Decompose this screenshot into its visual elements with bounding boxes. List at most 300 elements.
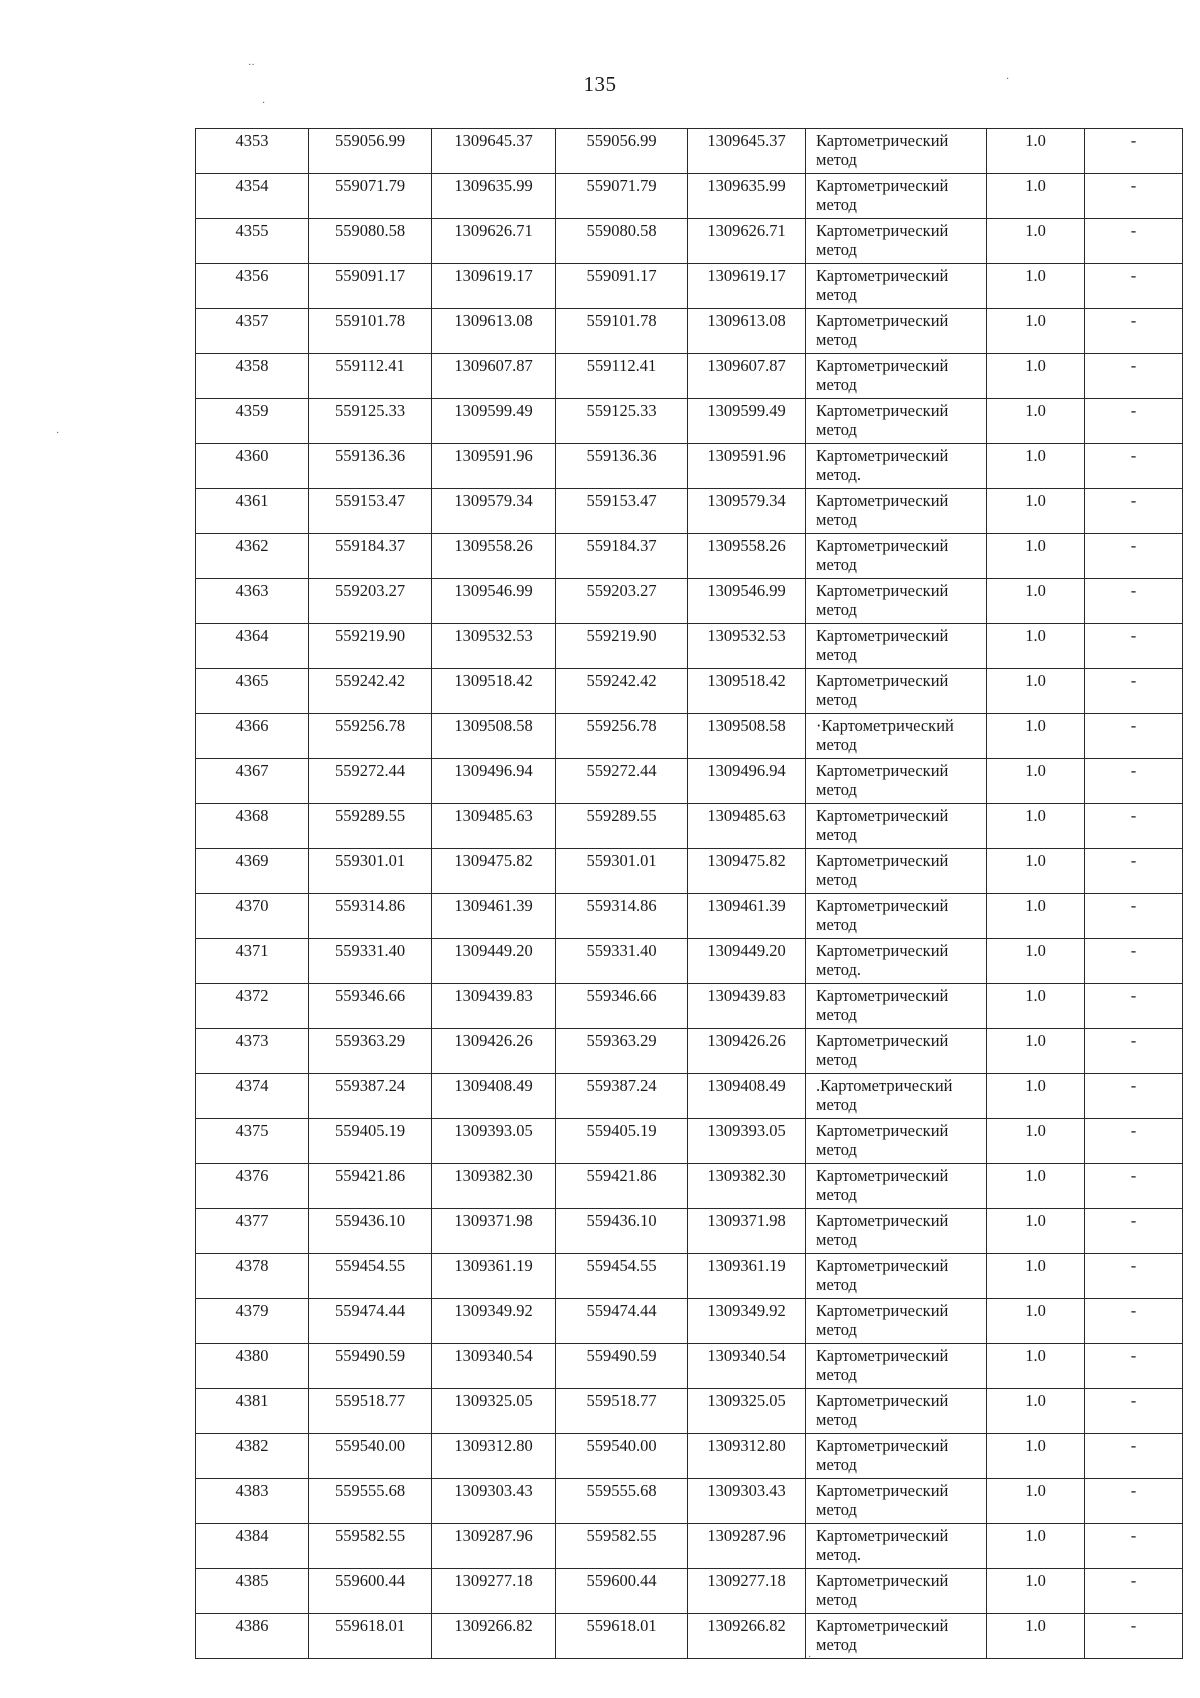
x-new-cell: 559301.01 (556, 849, 688, 894)
precision-cell: 1.0 (987, 489, 1085, 534)
x-new-cell: 559518.77 (556, 1389, 688, 1434)
y-existing-cell: 1309485.63 (432, 804, 556, 849)
x-new-cell: 559091.17 (556, 264, 688, 309)
point-number-cell: 4368 (196, 804, 309, 849)
point-number-cell: 4381 (196, 1389, 309, 1434)
method-line-2: метод (816, 1140, 857, 1159)
scan-speck: · (262, 98, 266, 109)
method-cell (806, 894, 987, 939)
method-line-1: Картометрический (816, 941, 949, 960)
note-cell: - (1085, 1164, 1183, 1209)
x-existing-cell: 559289.55 (309, 804, 432, 849)
y-existing-cell: 1309303.43 (432, 1479, 556, 1524)
x-existing-cell: 559331.40 (309, 939, 432, 984)
y-existing-cell: 1309579.34 (432, 489, 556, 534)
y-new-cell: 1309393.05 (688, 1119, 806, 1164)
table-row (196, 669, 1183, 714)
precision-cell: 1.0 (987, 1164, 1085, 1209)
y-existing-cell: 1309439.83 (432, 984, 556, 1029)
x-new-cell: 559272.44 (556, 759, 688, 804)
method-line-2: метод. (816, 465, 862, 484)
x-new-cell: 559112.41 (556, 354, 688, 399)
method-line-1: Картометрический (816, 986, 949, 1005)
precision-cell: 1.0 (987, 1524, 1085, 1569)
x-existing-cell: 559363.29 (309, 1029, 432, 1074)
method-line-1: Картометрический (816, 626, 949, 645)
method-line-1: Картометрический (816, 131, 949, 150)
point-number-cell: 4383 (196, 1479, 309, 1524)
table-body (196, 129, 1183, 1659)
y-existing-cell: 1309426.26 (432, 1029, 556, 1074)
note-cell: - (1085, 759, 1183, 804)
method-cell (806, 669, 987, 714)
table-row (196, 1254, 1183, 1299)
point-number-cell: 4353 (196, 129, 309, 174)
precision-cell: 1.0 (987, 669, 1085, 714)
method-line-2: метод (816, 1230, 857, 1249)
method-line-2: метод (816, 1365, 857, 1384)
x-existing-cell: 559203.27 (309, 579, 432, 624)
y-existing-cell: 1309546.99 (432, 579, 556, 624)
y-existing-cell: 1309277.18 (432, 1569, 556, 1614)
precision-cell: 1.0 (987, 1614, 1085, 1659)
y-new-cell: 1309626.71 (688, 219, 806, 264)
x-new-cell: 559219.90 (556, 624, 688, 669)
precision-cell: 1.0 (987, 984, 1085, 1029)
x-new-cell: 559387.24 (556, 1074, 688, 1119)
method-cell (806, 1344, 987, 1389)
table-row (196, 1074, 1183, 1119)
y-existing-cell: 1309607.87 (432, 354, 556, 399)
y-new-cell: 1309461.39 (688, 894, 806, 939)
y-new-cell: 1309619.17 (688, 264, 806, 309)
method-line-1: Картометрический (816, 1526, 949, 1545)
y-existing-cell: 1309340.54 (432, 1344, 556, 1389)
method-line-1: .Картометрический (816, 1076, 953, 1095)
x-new-cell: 559454.55 (556, 1254, 688, 1299)
table-row (196, 1299, 1183, 1344)
method-line-1: Картометрический (816, 1346, 949, 1365)
note-cell: - (1085, 579, 1183, 624)
method-cell (806, 354, 987, 399)
method-line-1: Картометрический (816, 221, 949, 240)
precision-cell: 1.0 (987, 1389, 1085, 1434)
x-new-cell: 559056.99 (556, 129, 688, 174)
y-new-cell: 1309475.82 (688, 849, 806, 894)
y-existing-cell: 1309287.96 (432, 1524, 556, 1569)
x-new-cell: 559600.44 (556, 1569, 688, 1614)
method-line-2: метод (816, 1275, 857, 1294)
y-new-cell: 1309635.99 (688, 174, 806, 219)
x-new-cell: 559331.40 (556, 939, 688, 984)
table-row (196, 489, 1183, 534)
method-line-1: Картометрический (816, 311, 949, 330)
point-number-cell: 4360 (196, 444, 309, 489)
table-row (196, 894, 1183, 939)
method-line-2: метод (816, 1320, 857, 1339)
method-cell (806, 1029, 987, 1074)
y-new-cell: 1309645.37 (688, 129, 806, 174)
table-row (196, 1119, 1183, 1164)
table-row (196, 1614, 1183, 1659)
method-line-1: Картометрический (816, 581, 949, 600)
y-new-cell: 1309613.08 (688, 309, 806, 354)
note-cell: - (1085, 129, 1183, 174)
method-line-2: метод (816, 1185, 857, 1204)
y-new-cell: 1309518.42 (688, 669, 806, 714)
precision-cell: 1.0 (987, 1029, 1085, 1074)
y-new-cell: 1309558.26 (688, 534, 806, 579)
y-new-cell: 1309287.96 (688, 1524, 806, 1569)
x-existing-cell: 559314.86 (309, 894, 432, 939)
method-line-2: метод (816, 825, 857, 844)
x-new-cell: 559136.36 (556, 444, 688, 489)
point-number-cell: 4371 (196, 939, 309, 984)
note-cell: - (1085, 714, 1183, 759)
method-line-2: метод (816, 1050, 857, 1069)
method-cell (806, 174, 987, 219)
table-row (196, 219, 1183, 264)
y-new-cell: 1309508.58 (688, 714, 806, 759)
method-line-2: метод (816, 690, 857, 709)
method-cell (806, 1299, 987, 1344)
y-existing-cell: 1309532.53 (432, 624, 556, 669)
x-existing-cell: 559056.99 (309, 129, 432, 174)
scan-speck: · (1006, 74, 1010, 85)
method-line-1: Картометрический (816, 356, 949, 375)
table-row (196, 759, 1183, 804)
precision-cell: 1.0 (987, 579, 1085, 624)
method-line-1: Картометрический (816, 1301, 949, 1320)
point-number-cell: 4377 (196, 1209, 309, 1254)
table-row (196, 1164, 1183, 1209)
x-new-cell: 559101.78 (556, 309, 688, 354)
x-new-cell: 559071.79 (556, 174, 688, 219)
y-existing-cell: 1309599.49 (432, 399, 556, 444)
method-line-2: метод (816, 510, 857, 529)
method-cell (806, 534, 987, 579)
method-line-2: метод (816, 1500, 857, 1519)
scan-speck: · (56, 428, 60, 439)
scan-speck: ·· (248, 60, 255, 71)
x-existing-cell: 559490.59 (309, 1344, 432, 1389)
table-row (196, 1344, 1183, 1389)
x-existing-cell: 559540.00 (309, 1434, 432, 1479)
point-number-cell: 4385 (196, 1569, 309, 1614)
coordinates-table (195, 128, 1183, 1659)
method-cell (806, 984, 987, 1029)
method-line-2: метод (816, 915, 857, 934)
point-number-cell: 4361 (196, 489, 309, 534)
method-cell (806, 939, 987, 984)
table-row (196, 309, 1183, 354)
x-existing-cell: 559125.33 (309, 399, 432, 444)
method-cell (806, 1434, 987, 1479)
note-cell: - (1085, 1614, 1183, 1659)
method-line-1: Картометрический (816, 1121, 949, 1140)
y-new-cell: 1309426.26 (688, 1029, 806, 1074)
precision-cell: 1.0 (987, 174, 1085, 219)
method-cell (806, 759, 987, 804)
y-new-cell: 1309349.92 (688, 1299, 806, 1344)
method-line-1: Картометрический (816, 446, 949, 465)
y-new-cell: 1309325.05 (688, 1389, 806, 1434)
method-line-1: Картометрический (816, 401, 949, 420)
x-new-cell: 559582.55 (556, 1524, 688, 1569)
point-number-cell: 4375 (196, 1119, 309, 1164)
note-cell: - (1085, 489, 1183, 534)
point-number-cell: 4365 (196, 669, 309, 714)
method-line-2: метод (816, 1005, 857, 1024)
method-line-2: метод (816, 555, 857, 574)
x-new-cell: 559203.27 (556, 579, 688, 624)
method-cell (806, 1254, 987, 1299)
point-number-cell: 4356 (196, 264, 309, 309)
x-existing-cell: 559387.24 (309, 1074, 432, 1119)
method-line-2: метод (816, 285, 857, 304)
x-existing-cell: 559582.55 (309, 1524, 432, 1569)
table-row (196, 849, 1183, 894)
x-existing-cell: 559112.41 (309, 354, 432, 399)
table-row (196, 444, 1183, 489)
y-existing-cell: 1309475.82 (432, 849, 556, 894)
precision-cell: 1.0 (987, 894, 1085, 939)
y-new-cell: 1309340.54 (688, 1344, 806, 1389)
precision-cell: 1.0 (987, 444, 1085, 489)
method-cell (806, 444, 987, 489)
method-line-1: Картометрический (816, 671, 949, 690)
scan-speck: · (808, 1652, 812, 1663)
y-new-cell: 1309546.99 (688, 579, 806, 624)
method-cell (806, 624, 987, 669)
x-new-cell: 559474.44 (556, 1299, 688, 1344)
precision-cell: 1.0 (987, 849, 1085, 894)
x-existing-cell: 559301.01 (309, 849, 432, 894)
method-cell (806, 1614, 987, 1659)
x-existing-cell: 559421.86 (309, 1164, 432, 1209)
y-existing-cell: 1309382.30 (432, 1164, 556, 1209)
method-line-1: ·Картометрический (816, 716, 954, 735)
table-row (196, 984, 1183, 1029)
method-cell (806, 399, 987, 444)
point-number-cell: 4373 (196, 1029, 309, 1074)
table-row (196, 1569, 1183, 1614)
method-cell (806, 1209, 987, 1254)
note-cell: - (1085, 624, 1183, 669)
table-row (196, 1389, 1183, 1434)
table-row (196, 534, 1183, 579)
x-existing-cell: 559618.01 (309, 1614, 432, 1659)
x-existing-cell: 559219.90 (309, 624, 432, 669)
method-line-1: Картометрический (816, 1436, 949, 1455)
method-line-2: метод (816, 150, 857, 169)
y-new-cell: 1309312.80 (688, 1434, 806, 1479)
y-new-cell: 1309607.87 (688, 354, 806, 399)
table-row (196, 264, 1183, 309)
note-cell: - (1085, 354, 1183, 399)
x-new-cell: 559314.86 (556, 894, 688, 939)
precision-cell: 1.0 (987, 399, 1085, 444)
y-existing-cell: 1309312.80 (432, 1434, 556, 1479)
x-new-cell: 559256.78 (556, 714, 688, 759)
method-cell (806, 714, 987, 759)
note-cell: - (1085, 444, 1183, 489)
point-number-cell: 4358 (196, 354, 309, 399)
x-existing-cell: 559153.47 (309, 489, 432, 534)
note-cell: - (1085, 1434, 1183, 1479)
point-number-cell: 4386 (196, 1614, 309, 1659)
point-number-cell: 4379 (196, 1299, 309, 1344)
y-new-cell: 1309371.98 (688, 1209, 806, 1254)
method-cell (806, 1524, 987, 1569)
y-existing-cell: 1309558.26 (432, 534, 556, 579)
method-line-1: Картометрический (816, 536, 949, 555)
note-cell: - (1085, 174, 1183, 219)
method-cell (806, 264, 987, 309)
method-cell (806, 1164, 987, 1209)
method-line-1: Картометрический (816, 1256, 949, 1275)
x-existing-cell: 559136.36 (309, 444, 432, 489)
note-cell: - (1085, 1119, 1183, 1164)
method-cell (806, 804, 987, 849)
note-cell: - (1085, 1029, 1183, 1074)
x-existing-cell: 559436.10 (309, 1209, 432, 1254)
y-existing-cell: 1309349.92 (432, 1299, 556, 1344)
x-new-cell: 559436.10 (556, 1209, 688, 1254)
precision-cell: 1.0 (987, 1254, 1085, 1299)
method-line-2: метод (816, 420, 857, 439)
method-line-2: метод (816, 735, 857, 754)
method-line-2: метод (816, 330, 857, 349)
method-line-2: метод (816, 1095, 857, 1114)
x-existing-cell: 559555.68 (309, 1479, 432, 1524)
precision-cell: 1.0 (987, 1209, 1085, 1254)
x-existing-cell: 559405.19 (309, 1119, 432, 1164)
table-row (196, 354, 1183, 399)
x-new-cell: 559289.55 (556, 804, 688, 849)
point-number-cell: 4370 (196, 894, 309, 939)
y-new-cell: 1309485.63 (688, 804, 806, 849)
table-row (196, 1479, 1183, 1524)
note-cell: - (1085, 1254, 1183, 1299)
table-row (196, 1029, 1183, 1074)
method-line-2: метод (816, 1635, 857, 1654)
point-number-cell: 4378 (196, 1254, 309, 1299)
method-line-1: Картометрический (816, 1391, 949, 1410)
note-cell: - (1085, 399, 1183, 444)
table-row (196, 624, 1183, 669)
y-new-cell: 1309266.82 (688, 1614, 806, 1659)
precision-cell: 1.0 (987, 309, 1085, 354)
x-new-cell: 559618.01 (556, 1614, 688, 1659)
y-new-cell: 1309303.43 (688, 1479, 806, 1524)
note-cell: - (1085, 984, 1183, 1029)
method-line-2: метод (816, 1455, 857, 1474)
point-number-cell: 4372 (196, 984, 309, 1029)
y-new-cell: 1309496.94 (688, 759, 806, 804)
y-existing-cell: 1309619.17 (432, 264, 556, 309)
precision-cell: 1.0 (987, 1074, 1085, 1119)
y-new-cell: 1309591.96 (688, 444, 806, 489)
x-existing-cell: 559454.55 (309, 1254, 432, 1299)
table-row (196, 804, 1183, 849)
y-existing-cell: 1309325.05 (432, 1389, 556, 1434)
x-new-cell: 559421.86 (556, 1164, 688, 1209)
method-line-2: метод (816, 240, 857, 259)
table-row (196, 174, 1183, 219)
method-line-2: метод. (816, 1545, 862, 1564)
note-cell: - (1085, 264, 1183, 309)
method-line-2: метод (816, 600, 857, 619)
table-row (196, 714, 1183, 759)
table-row (196, 399, 1183, 444)
y-existing-cell: 1309371.98 (432, 1209, 556, 1254)
x-new-cell: 559153.47 (556, 489, 688, 534)
note-cell: - (1085, 534, 1183, 579)
x-existing-cell: 559518.77 (309, 1389, 432, 1434)
table-row (196, 1209, 1183, 1254)
note-cell: - (1085, 939, 1183, 984)
x-existing-cell: 559101.78 (309, 309, 432, 354)
precision-cell: 1.0 (987, 354, 1085, 399)
precision-cell: 1.0 (987, 534, 1085, 579)
method-cell (806, 129, 987, 174)
method-cell (806, 579, 987, 624)
table-row (196, 939, 1183, 984)
y-new-cell: 1309439.83 (688, 984, 806, 1029)
point-number-cell: 4359 (196, 399, 309, 444)
method-line-1: Картометрический (816, 806, 949, 825)
y-existing-cell: 1309496.94 (432, 759, 556, 804)
method-line-2: метод (816, 780, 857, 799)
method-cell (806, 1569, 987, 1614)
method-cell (806, 1074, 987, 1119)
point-number-cell: 4354 (196, 174, 309, 219)
x-existing-cell: 559184.37 (309, 534, 432, 579)
method-line-1: Картометрический (816, 491, 949, 510)
y-existing-cell: 1309626.71 (432, 219, 556, 264)
y-existing-cell: 1309518.42 (432, 669, 556, 714)
x-existing-cell: 559080.58 (309, 219, 432, 264)
x-new-cell: 559555.68 (556, 1479, 688, 1524)
point-number-cell: 4363 (196, 579, 309, 624)
x-new-cell: 559405.19 (556, 1119, 688, 1164)
precision-cell: 1.0 (987, 939, 1085, 984)
point-number-cell: 4355 (196, 219, 309, 264)
method-line-1: Картометрический (816, 1571, 949, 1590)
table-row (196, 129, 1183, 174)
table-row (196, 1524, 1183, 1569)
y-new-cell: 1309361.19 (688, 1254, 806, 1299)
x-existing-cell: 559600.44 (309, 1569, 432, 1614)
point-number-cell: 4376 (196, 1164, 309, 1209)
x-new-cell: 559490.59 (556, 1344, 688, 1389)
note-cell: - (1085, 1524, 1183, 1569)
note-cell: - (1085, 894, 1183, 939)
note-cell: - (1085, 219, 1183, 264)
x-new-cell: 559363.29 (556, 1029, 688, 1074)
note-cell: - (1085, 309, 1183, 354)
page-number: 135 (583, 72, 617, 96)
note-cell: - (1085, 669, 1183, 714)
method-line-1: Картометрический (816, 1481, 949, 1500)
note-cell: - (1085, 804, 1183, 849)
y-existing-cell: 1309408.49 (432, 1074, 556, 1119)
precision-cell: 1.0 (987, 759, 1085, 804)
y-new-cell: 1309408.49 (688, 1074, 806, 1119)
y-existing-cell: 1309266.82 (432, 1614, 556, 1659)
point-number-cell: 4357 (196, 309, 309, 354)
